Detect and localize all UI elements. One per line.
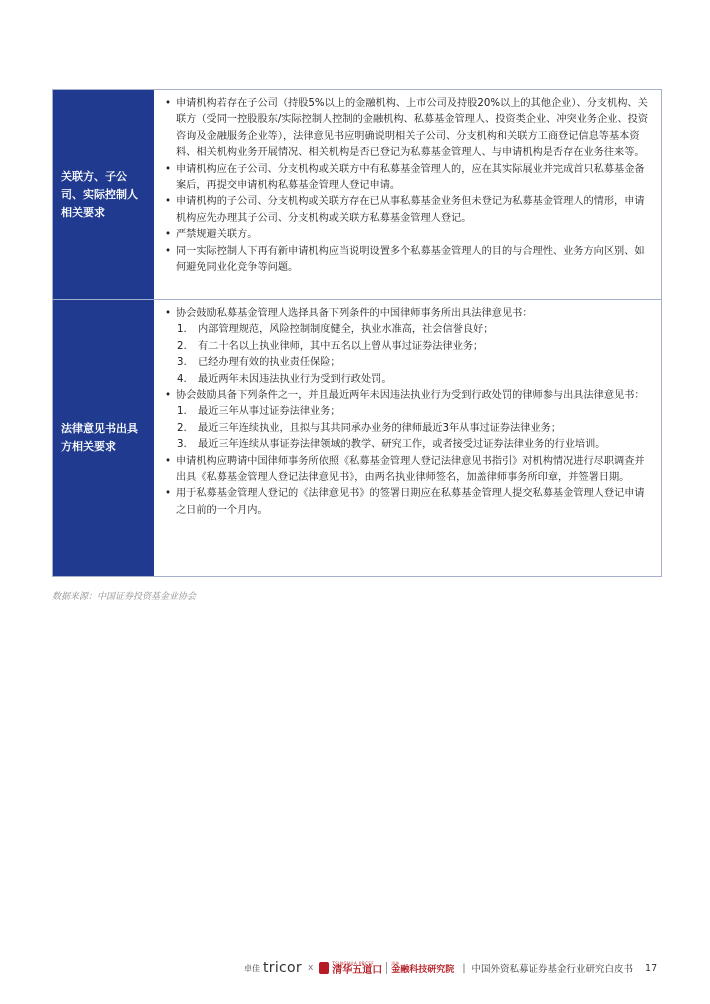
item-number: 3. (177, 357, 187, 369)
page-number: 17 (645, 962, 658, 974)
item-text: 有二十名以上执业律师，其中五名以上曾从事过证券法律业务； (198, 340, 484, 352)
item-number: 1. (177, 324, 187, 336)
logo-divider (386, 962, 387, 974)
item-number: 1. (177, 406, 187, 418)
item-text: 最近两年未因违法执业行为受到行政处罚。 (198, 373, 392, 385)
fintech-institute-logo (391, 962, 454, 975)
tsinghua-logo-cn: 清华五道口 (332, 964, 383, 976)
numbered-item (164, 404, 653, 420)
requirements-table (52, 89, 662, 577)
table-row (53, 90, 661, 299)
row-header: 关联方、子公司、实际控制人相关要求 (53, 90, 154, 299)
bullet-item: • 申请机构的子公司、分支机构或关联方存在已从事私募基金业务但未登记为私募基金管理人的情形，申请机构应先办理其子公司、分支机构或关联方私募基金管理人登记。 (164, 194, 653, 227)
item-text: 已经办理有效的执业责任保险； (198, 357, 341, 369)
item-number: 3. (177, 439, 187, 451)
bullet-item: • 协会鼓励具备下列条件之一，并且最近两年未因违法执业行为受到行政处罚的律师参与出具法律意见书： (164, 388, 653, 404)
tsinghua-logo-en: TSINGHUA PBCSF (332, 960, 375, 966)
item-number: 2. (177, 422, 187, 434)
numbered-item (164, 322, 653, 338)
report-title: 中国外资私募证券基金行业研究白皮书 (471, 964, 634, 975)
numbered-item (164, 339, 653, 355)
bullet-item: • 申请机构应聘请中国律师事务所依照《私募基金管理人登记法律意见书指引》对机构情况进行尽职调查并出具《私募基金管理人登记法律意见书》，由两名执业律师签名，加盖律师事务所印章，并签署日期。 (164, 454, 653, 487)
table-row (53, 299, 661, 576)
bullet-item: • 申请机构应在子公司、分支机构或关联方中有私募基金管理人的，应在其实际展业并完成首只私募基金备案后，再提交申请机构私募基金管理人登记申请。 (164, 162, 653, 195)
row-header: 法律意见书出具方相关要求 (53, 300, 154, 576)
item-number: 2. (177, 340, 187, 352)
row-content (154, 300, 661, 576)
institute-logo-cn: 金融科技研究院 (391, 964, 455, 975)
item-text: 最近三年从事过证券法律业务； (198, 406, 341, 418)
tricor-logo: tricor (263, 960, 302, 976)
numbered-item (164, 372, 653, 388)
bullet-item: • 申请机构若存在子公司（持股5%以上的金融机构、上市公司及持股20%以上的其他企业）、分支机构、关联方（受同一控股股东/实际控制人控制的金融机构、私募基金管理人、投资类企业、冲突业务企业、投资咨询及金融服务企业等），法律意见书应明确说明相关子公司、分支机构和关联方工商登记信息等基本资料、相关机构业务开展情况、相关机构是否已登记为私募基金管理人、与申请机构是否存在业务往来等。 (164, 96, 653, 162)
numbered-item (164, 421, 653, 437)
row-content (154, 90, 661, 299)
cross-mark: x (307, 963, 314, 973)
item-number: 4. (177, 373, 187, 385)
tsinghua-emblem-icon (319, 962, 329, 974)
bullet-item: • 协会鼓励私募基金管理人选择具备下列条件的中国律师事务所出具法律意见书： (164, 306, 653, 322)
bullet-item: • 严禁规避关联方。 (164, 227, 653, 243)
bullet-item: • 同一实际控制人下再有新申请机构应当说明设置多个私募基金管理人的目的与合理性、业务方向区别、如何避免同业化竞争等问题。 (164, 244, 653, 277)
item-text: 最近三年连续从事证券法律领域的教学、研究工作，或者接受过证券法律业务的行业培训。 (198, 439, 606, 451)
data-source-note: 数据来源：中国证券投资基金业协会 (52, 592, 197, 602)
numbered-item (164, 355, 653, 371)
institute-logo-en: 清华 (391, 960, 400, 966)
item-text: 最近三年连续执业，且拟与其共同承办业务的律师最近3年从事过证券法律业务； (198, 422, 562, 434)
tsinghua-logo (332, 961, 382, 976)
item-text: 内部管理规范，风险控制制度健全，执业水准高，社会信誉良好； (198, 324, 494, 336)
footer-separator: | (462, 962, 466, 974)
numbered-item (164, 437, 653, 453)
page-footer (244, 958, 657, 978)
bullet-item: • 用于私募基金管理人登记的《法律意见书》的签署日期应在私募基金管理人提交私募基金管理人登记申请之日前的一个月内。 (164, 486, 653, 519)
seal-logo: 卓佳 (244, 963, 260, 973)
